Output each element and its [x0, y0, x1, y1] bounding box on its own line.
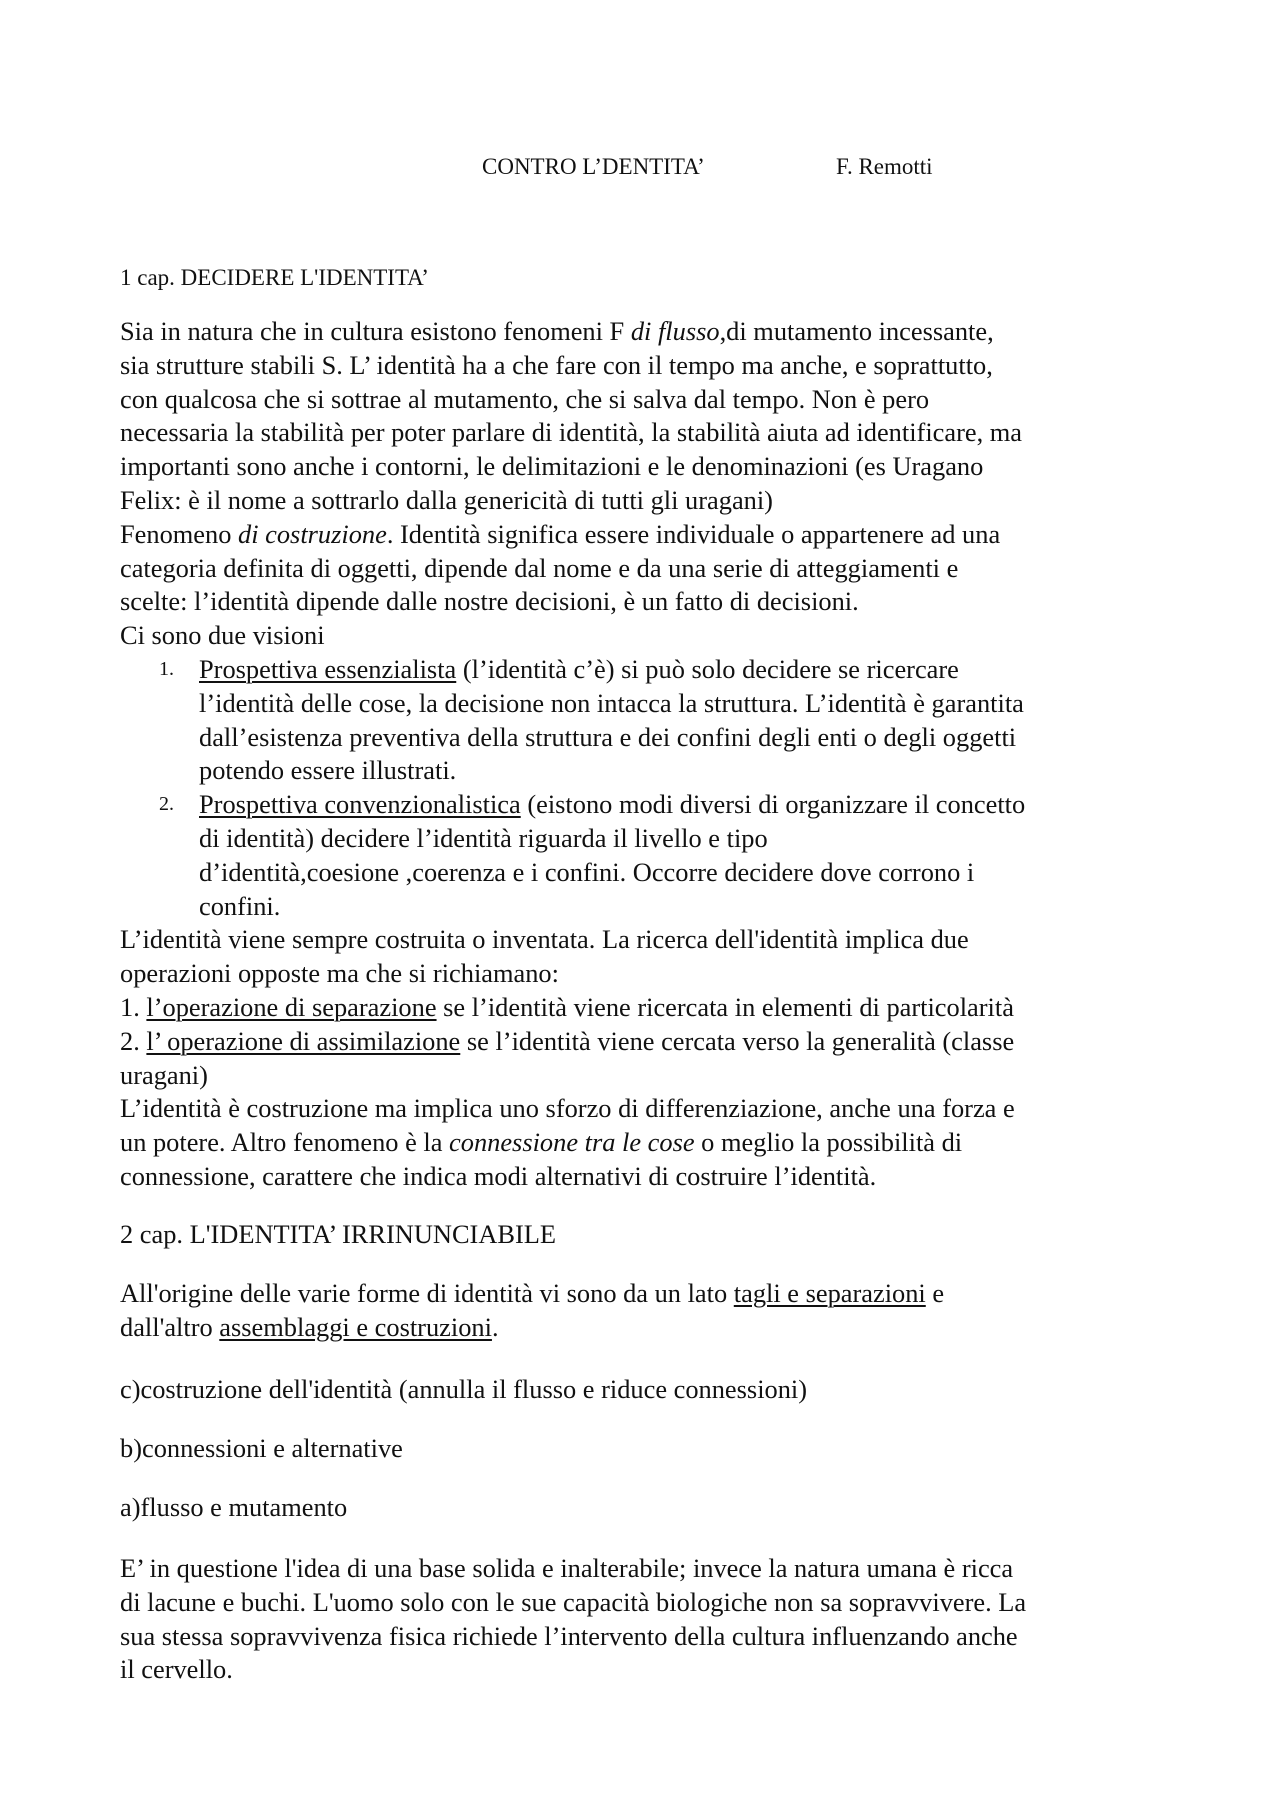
- chapter2-intro: [120, 1277, 1180, 1345]
- paragraph-line: uragani): [120, 1059, 208, 1090]
- term-assimilazione: l’ operazione di assimilazione: [146, 1025, 461, 1056]
- visions-list: [120, 653, 1180, 923]
- paragraph-line: scelte: l’identità dipende dalle nostre decisioni, è un fatto di decisioni.: [120, 586, 859, 617]
- paragraph-line: Ci sono due visioni: [120, 620, 325, 651]
- title-text: CONTRO L’DENTITA’: [482, 154, 705, 179]
- list-item: 1. Prospettiva essenzialista (l’identità c’è) si può solo decidere se ricercare l’identità delle cose, la decisione non intacca la struttura. L’identità è garantita dall’esistenza preventiva della struttura e dei confini degli enti o degli oggetti potendo essere illustrati.: [159, 653, 1024, 786]
- paragraph-line: un potere. Altro fenomeno è la connessione tra le cose o meglio la possibilità di: [120, 1127, 963, 1158]
- paragraph-line: di lacune e buchi. L'uomo solo con le sue capacità biologiche non sa sopravvivere. La: [120, 1586, 1027, 1617]
- list-number: 2.: [159, 793, 174, 816]
- chapter2-body: [120, 1552, 1180, 1687]
- chapter1-heading: 1 cap. DECIDERE L'IDENTITA’: [120, 265, 429, 290]
- paragraph-line: connessione, carattere che indica modi alternativi di costruire l’identità.: [120, 1160, 877, 1191]
- list-number: 1.: [159, 657, 174, 680]
- paragraph-line: Sia in natura che in cultura esistono fenomeni F di flusso,di mutamento incessante,: [120, 316, 994, 346]
- paragraph-line: operazioni opposte ma che si richiamano:: [120, 958, 559, 989]
- chapter2-heading: 2 cap. L'IDENTITA’ IRRINUNCIABILE: [120, 1219, 557, 1249]
- list-item: 2. Prospettiva convenzionalistica (eistono modi diversi di organizzare il concetto di identità) decidere l’identità riguarda il livello e tipo d’identità,coesione ,coerenza e i confini. Occorre decidere dove corrono i confini.: [159, 789, 1026, 921]
- term-separazione: l’operazione di separazione: [146, 991, 437, 1022]
- paragraph-line: All'origine delle varie forme di identità vi sono da un lato tagli e separazioni e: [120, 1278, 945, 1308]
- term-assemblaggi: assemblaggi e costruzioni: [219, 1311, 492, 1342]
- paragraph-line: L’identità è costruzione ma implica uno sforzo di differenziazione, anche una forza e: [120, 1093, 1015, 1124]
- paragraph-line: sua stessa sopravvivenza fisica richiede l’intervento della cultura influenzando anche: [120, 1620, 1018, 1651]
- item-c: c)costruzione dell'identità (annulla il flusso e riduce connessioni): [120, 1374, 808, 1404]
- paragraph-line: importanti sono anche i contorni, le delimitazioni e le denominazioni (es Uragano: [120, 451, 984, 482]
- paragraph-line: dall'altro assemblaggi e costruzioni.: [120, 1311, 499, 1342]
- paragraph-line: con qualcosa che si sottrae al mutamento, che si salva dal tempo. Non è pero: [120, 383, 930, 414]
- paragraph-line: L’identità viene sempre costruita o inventata. La ricerca dell'identità implica due: [120, 924, 969, 955]
- term-essenzialista: Prospettiva essenzialista: [199, 653, 457, 684]
- paragraph-line: il cervello.: [120, 1654, 233, 1685]
- paragraph-line: 2. l’ operazione di assimilazione se l’identità viene cercata verso la generalità (classe: [120, 1025, 1015, 1056]
- term-tagli: tagli e separazioni: [733, 1278, 926, 1308]
- item-a: a)flusso e mutamento: [120, 1492, 348, 1522]
- paragraph-line: Fenomeno di costruzione. Identità significa essere individuale o appartenere ad una: [120, 518, 1001, 549]
- author-name: F. Remotti: [836, 154, 933, 179]
- term-convenzionalistica: Prospettiva convenzionalistica: [199, 789, 521, 820]
- paragraph-line: necessaria la stabilità per poter parlare di identità, la stabilità aiuta ad identificare, ma: [120, 417, 1023, 448]
- document-title: [482, 154, 933, 180]
- paragraph-line: Felix: è il nome a sottrarlo dalla genericità di tutti gli uragani): [120, 484, 773, 515]
- chapter1-body: [120, 315, 1180, 1194]
- paragraph-line: categoria definita di oggetti, dipende dal nome e da una serie di atteggiamenti e: [120, 552, 959, 583]
- item-b: b)connessioni e alternative: [120, 1433, 403, 1463]
- paragraph-line: E’ in questione l'idea di una base solida e inalterabile; invece la natura umana è ricca: [120, 1553, 1014, 1583]
- paragraph-line: sia strutture stabili S. L’ identità ha a che fare con il tempo ma anche, e soprattutto,: [120, 349, 993, 380]
- paragraph-line: 1. l’operazione di separazione se l’identità viene ricercata in elementi di particolarità: [120, 991, 1014, 1022]
